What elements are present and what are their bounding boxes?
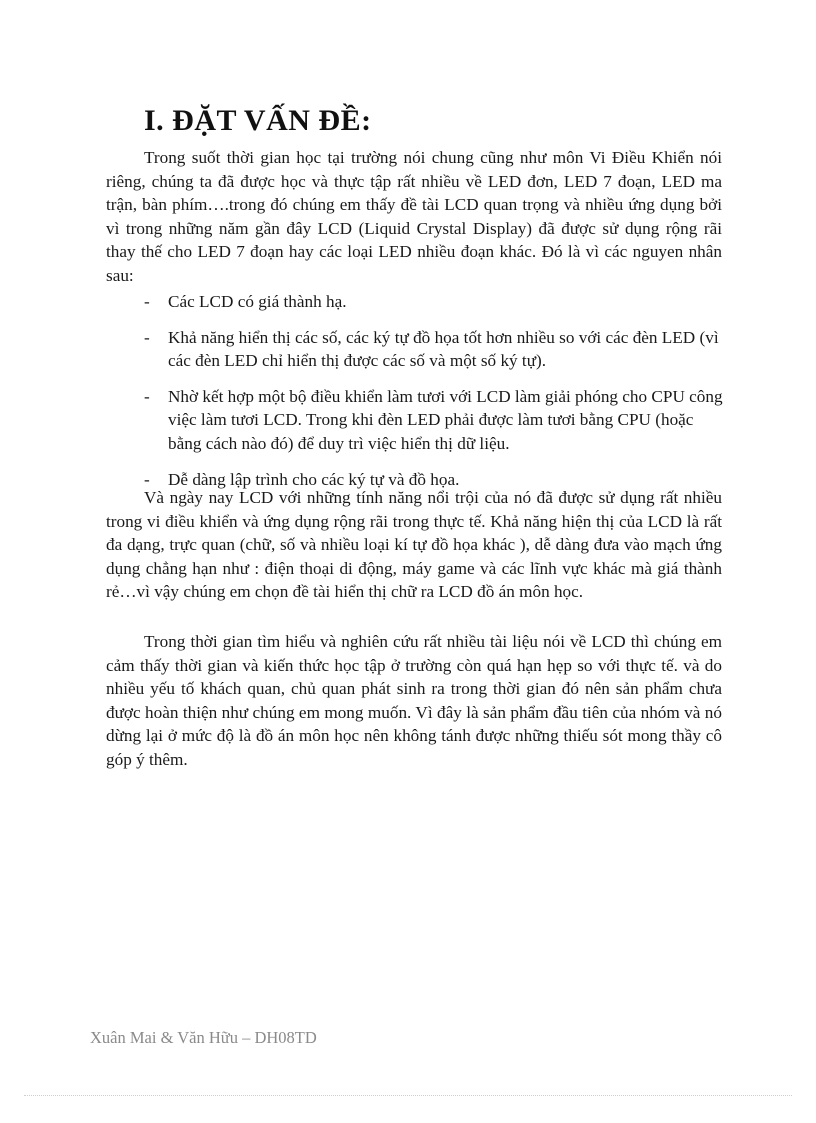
closing-paragraph: [106, 630, 722, 772]
bullet-dash: -: [144, 292, 150, 311]
intro-paragraph: [106, 146, 722, 288]
list-item: [144, 385, 724, 456]
closing-paragraph-text: Trong thời gian tìm hiểu và nghiên cứu rất nhiều tài liệu nói về LCD thì chúng em cảm thấy thời gian và kiến thức học tập ở trường còn quá hạn hẹp so với thực tế. và do nhiều yếu tố khách quan, chủ quan phát sinh ra trong thời gian đó nên sản phẩm chưa được hoàn thiện như chúng em mong muốn. Vì đây là sản phẩm đầu tiên của nhóm và nó dừng lại ở mức độ là đồ án môn học nên không tánh được những thiếu sót mong thầy cô góp ý thêm.: [106, 632, 722, 769]
list-item-text: Các LCD có giá thành hạ.: [168, 292, 347, 311]
list-item-text: Dễ dàng lập trình cho các ký tự và đồ họa.: [168, 469, 460, 489]
bullet-dash: -: [144, 327, 150, 347]
list-item: [144, 326, 724, 373]
list-item-text: Khả năng hiển thị các số, các ký tự đồ họa tốt hơn nhiều so với các đèn LED (vì các đèn LED chỉ hiển thị được các số và một số ký tự).: [168, 327, 719, 371]
footer-divider: [24, 1095, 792, 1096]
list-item: [144, 290, 724, 314]
section-heading: I. ĐẶT VẤN ĐỀ:: [144, 104, 372, 137]
intro-paragraph-text: Trong suốt thời gian học tại trường nói chung cũng như môn Vi Điều Khiển nói riêng, chúng ta đã được học và thực tập rất nhiều về LED đơn, LED 7 đoạn, LED ma trận, bàn phím….trong đó chúng em thấy đề tài LCD quan trọng và nhiều ứng dụng bởi vì trong những năm gần đây LCD (Liquid Crystal Display) đã được sử dụng rộng rãi thay thế cho LED 7 đoạn hay các loại LED nhiều đoạn khác. Đó là vì các nguyen nhân sau:: [106, 148, 722, 285]
page-footer: Xuân Mai & Văn Hữu – DH08TD: [90, 1028, 317, 1047]
bullet-dash: -: [144, 386, 150, 406]
reasons-list: [144, 290, 724, 503]
list-item-text: Nhờ kết hợp một bộ điều khiển làm tươi với LCD làm giải phóng cho CPU công việc làm tươi LCD. Trong khi đèn LED phải được làm tươi bằng CPU (hoặc bằng cách nào đó) để duy trì việc hiển thị dữ liệu.: [168, 386, 723, 453]
application-paragraph-text: Và ngày nay LCD với những tính năng nổi trội của nó đã được sử dụng rất nhiều trong vi điều khiển và ứng dụng rộng rãi trong thực tế. Khả năng hiện thị của LCD là rất đa dạng, trực quan (chữ, số và nhiều loại kí tự đồ họa khác ), dễ dàng đưa vào mạch ứng dụng chẳng hạn như : điện thoại di động, máy game và các lĩnh vực khác mà giá thành rẻ…vì vậy chúng em chọn đề tài hiển thị chữ ra LCD đồ án môn học.: [106, 488, 722, 602]
bullet-dash: -: [144, 469, 150, 489]
application-paragraph: [106, 486, 722, 604]
